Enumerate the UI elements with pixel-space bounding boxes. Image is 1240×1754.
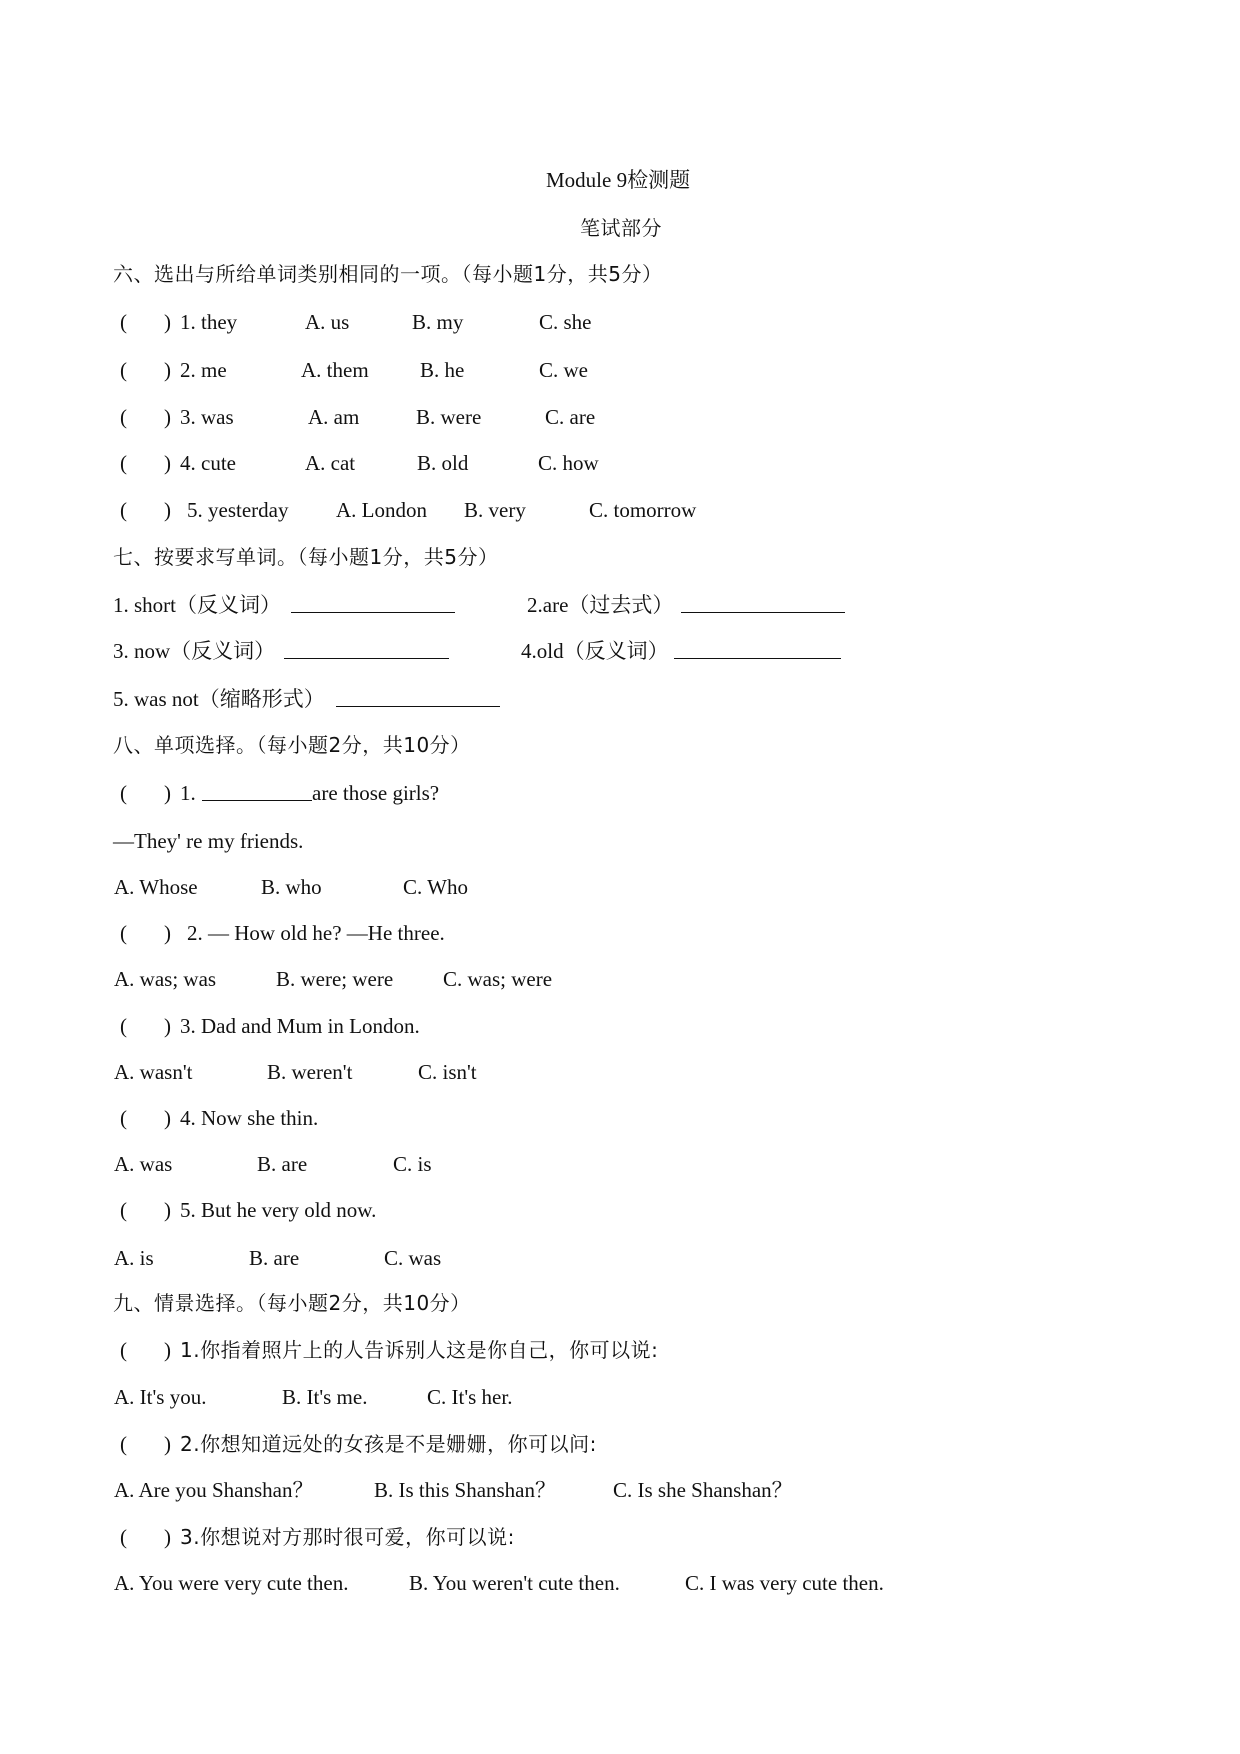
option-c: C. how: [538, 451, 599, 475]
option-b: B. old: [417, 451, 469, 475]
option-b: B. very: [464, 498, 526, 522]
answer-bracket-open[interactable]: (: [120, 310, 127, 334]
answer-bracket-open[interactable]: (: [120, 498, 127, 522]
answer-blank[interactable]: [681, 592, 845, 613]
page-title: [546, 167, 690, 193]
option-b: B. weren't: [267, 1060, 353, 1084]
option-c: C. isn't: [418, 1060, 477, 1084]
answer-bracket-open[interactable]: (: [120, 1338, 127, 1362]
option-c: C. Who: [403, 875, 468, 899]
question-stem: are those girls?: [312, 781, 440, 805]
question-stem: 2. — How old he? —He three.: [187, 921, 445, 945]
option-a: A. wasn't: [114, 1060, 193, 1084]
word-prompt: 1. short（反义词）: [113, 593, 281, 617]
option-a: A. them: [301, 358, 369, 382]
answer-bracket-open[interactable]: (: [120, 1525, 127, 1549]
answer-bracket-close: ): [164, 781, 171, 805]
answer-bracket-open[interactable]: (: [120, 781, 127, 805]
option-c: C. It's her.: [427, 1385, 513, 1409]
page-title-text: Module 9检测题: [546, 168, 691, 192]
section-9-heading: 九、情景选择。（每小题2分，共10分）: [113, 1291, 471, 1315]
option-b: B. It's me.: [282, 1385, 368, 1409]
question-stem: 2. me: [180, 358, 227, 382]
word-prompt: 2.are（过去式）: [527, 593, 674, 617]
answer-bracket-close: ): [164, 498, 171, 522]
answer-bracket-open[interactable]: (: [120, 1106, 127, 1130]
option-a: A. Whose: [114, 875, 198, 899]
question-stem: 3.你想说对方那时很可爱，你可以说:: [180, 1525, 515, 1549]
option-a: A. cat: [305, 451, 356, 475]
section-8-heading: 八、单项选择。（每小题2分，共10分）: [113, 733, 471, 757]
answer-bracket-open[interactable]: (: [120, 921, 127, 945]
option-c: C. she: [539, 310, 592, 334]
option-b: B. were: [416, 405, 482, 429]
answer-bracket-close: ): [164, 1525, 171, 1549]
option-c: C. we: [539, 358, 588, 382]
answer-bracket-open[interactable]: (: [120, 405, 127, 429]
answer-bracket-open[interactable]: (: [120, 1198, 127, 1222]
option-b: B. You weren't cute then.: [409, 1571, 620, 1595]
option-a: A. It's you.: [114, 1385, 207, 1409]
answer-bracket-close: ): [164, 921, 171, 945]
option-b: B. are: [249, 1246, 300, 1270]
answer-blank[interactable]: [291, 592, 455, 613]
page-subtitle: 笔试部分: [580, 216, 662, 240]
option-b: B. he: [420, 358, 465, 382]
question-stem: 4. cute: [180, 451, 236, 475]
question-stem: 2.你想知道远处的女孩是不是姗姗，你可以问:: [180, 1432, 597, 1456]
section-6-heading: 六、选出与所给单词类别相同的一项。（每小题1分，共5分）: [113, 262, 663, 286]
section-7-heading: 七、按要求写单词。（每小题1分，共5分）: [113, 545, 499, 569]
answer-bracket-close: ): [164, 1338, 171, 1362]
word-prompt: 5. was not（缩略形式）: [113, 687, 325, 711]
answer-bracket-close: ): [164, 451, 171, 475]
option-a: A. was; was: [114, 967, 217, 991]
question-stem: 3. Dad and Mum in London.: [180, 1014, 420, 1038]
question-stem: 4. Now she thin.: [180, 1106, 319, 1130]
option-b: B. Is this Shanshan？: [374, 1478, 557, 1502]
word-prompt: 3. now（反义词）: [113, 639, 276, 663]
question-stem: 3. was: [180, 405, 234, 429]
option-c: C. Is she Shanshan？: [613, 1478, 793, 1502]
answer-bracket-close: ): [164, 1432, 171, 1456]
answer-bracket-close: ): [164, 310, 171, 334]
option-c: C. is: [393, 1152, 432, 1176]
answer-bracket-close: ): [164, 358, 171, 382]
answer-blank[interactable]: [336, 686, 500, 707]
option-b: B. are: [257, 1152, 308, 1176]
option-a: A. You were very cute then.: [114, 1571, 349, 1595]
answer-blank[interactable]: [674, 638, 841, 659]
answer-bracket-close: ): [164, 405, 171, 429]
question-stem: 1.你指着照片上的人告诉别人这是你自己，你可以说:: [180, 1338, 659, 1362]
question-stem: 1. they: [180, 310, 238, 334]
option-a: A. London: [336, 498, 427, 522]
answer-bracket-open[interactable]: (: [120, 358, 127, 382]
option-a: A. was: [114, 1152, 173, 1176]
option-b: B. were; were: [276, 967, 394, 991]
option-c: C. was; were: [443, 967, 553, 991]
option-a: A. is: [114, 1246, 154, 1270]
answer-bracket-close: ): [164, 1106, 171, 1130]
option-b: B. who: [261, 875, 322, 899]
answer-bracket-open[interactable]: (: [120, 1432, 127, 1456]
option-a: A. Are you Shanshan？: [114, 1478, 314, 1502]
word-prompt: 4.old（反义词）: [521, 639, 669, 663]
option-a: A. us: [305, 310, 350, 334]
option-c: C. was: [384, 1246, 442, 1270]
option-c: C. I was very cute then.: [685, 1571, 884, 1595]
dialog-answer-line: —They' re my friends.: [113, 829, 304, 853]
answer-bracket-open[interactable]: (: [120, 451, 127, 475]
answer-bracket-close: ): [164, 1014, 171, 1038]
option-a: A. am: [308, 405, 360, 429]
question-stem: 5. yesterday: [187, 498, 289, 522]
option-c: C. are: [545, 405, 596, 429]
answer-blank[interactable]: [202, 780, 312, 801]
answer-bracket-open[interactable]: (: [120, 1014, 127, 1038]
question-stem: 5. But he very old now.: [180, 1198, 377, 1222]
option-c: C. tomorrow: [589, 498, 697, 522]
option-b: B. my: [412, 310, 464, 334]
answer-bracket-close: ): [164, 1198, 171, 1222]
question-number: 1.: [180, 781, 196, 805]
answer-blank[interactable]: [284, 638, 449, 659]
